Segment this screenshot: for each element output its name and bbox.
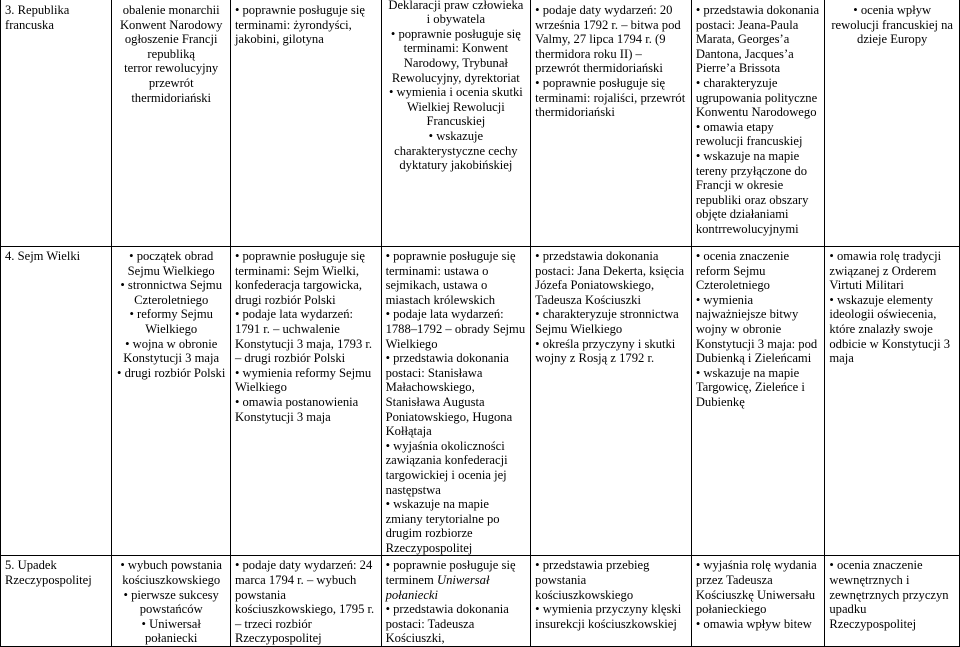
requirement-item: • przedstawia dokonania postaci: Tadeusza Kościuszki,	[386, 602, 527, 646]
content-item: • Uniwersał połaniecki	[116, 617, 225, 646]
topic-title: 5. Upadek Rzeczypospolitej	[5, 558, 92, 588]
requirement-item: • wymienia przyczyny klęski insurekcji kościuszkowskiej	[535, 602, 687, 631]
requirement-item	[386, 558, 527, 602]
requirement-item: • poprawnie posługuje się terminami: żyrondyści, jakobini, gilotyna	[235, 3, 377, 47]
content-item: • drugi rozbiór Polski	[116, 366, 225, 381]
requirement-item: • wymienia reformy Sejmu Wielkiego	[235, 366, 377, 395]
content-item: terror rewolucyjny	[124, 61, 219, 76]
requirement-item: • wyjaśnia okoliczności zawiązania konfederacji targowickiej i ocenia jej następstwa	[386, 439, 527, 497]
requirement-cell	[691, 0, 825, 247]
requirement-item: • ocenia znaczenie reform Sejmu Czteroletniego	[696, 249, 821, 293]
requirement-item: • wskazuje na mapie tereny przyłączone do Francji w okresie republiki oraz obszary objęte działaniami kontrrewolucyjnymi	[696, 149, 821, 237]
topic-cell	[1, 556, 112, 647]
requirement-item: • podaje daty wydarzeń: 20 września 1792 r. – bitwa pod Valmy, 27 lipca 1794 r. (9 thermidora roku II) – przewrót thermidoriański	[535, 3, 687, 76]
content-item: • stronnictwa Sejmu Czteroletniego	[116, 278, 225, 307]
requirement-item: • określa przyczyny i skutki wojny z Rosją z 1792 r.	[535, 337, 687, 366]
requirement-item: • podaje lata wydarzeń: 1791 r. – uchwalenie Konstytucji 3 maja, 1793 r. – drugi rozbiór Polski	[235, 307, 377, 365]
requirement-item: • poprawnie posługuje się terminami: Sejm Wielki, konfederacja targowicka, drugi rozbiór Polski	[235, 249, 377, 307]
content-item: Konwent Narodowy	[119, 17, 223, 32]
table-row	[1, 556, 960, 647]
requirement-cell	[230, 247, 381, 556]
requirement-item: • omawia etapy rewolucji francuskiej	[696, 120, 821, 149]
requirement-text: poprawnie posługuje się terminem	[385, 558, 516, 588]
requirement-item: • wskazuje elementy ideologii oświecenia, które znalazły swoje odbicie w Konstytucji 3 maja	[829, 293, 955, 366]
requirement-cell	[230, 0, 381, 247]
topic-cell	[1, 0, 112, 247]
requirement-item: • ocenia znaczenie wewnętrznych i zewnętrznych przyczyn upadku Rzeczypospolitej	[829, 558, 955, 631]
requirement-cell	[381, 247, 531, 556]
requirement-item: • podaje daty wydarzeń: 24 marca 1794 r. – wybuch powstania kościuszkowskiego, 1795 r. – trzeci rozbiór Rzeczypospolitej	[235, 558, 377, 646]
requirement-item: • przedstawia dokonania postaci: Jeana-Paula Marata, Georges’a Dantona, Jacques’a Pierre’a Brissota	[696, 3, 821, 76]
requirement-cell	[691, 247, 825, 556]
content-item: ogłoszenie Francji republiką	[124, 32, 218, 61]
requirement-item: • podaje lata wydarzeń: 1788–1792 – obrady Sejmu Wielkiego	[386, 307, 527, 351]
requirement-item: • ocenia wpływ rewolucji francuskiej na dzieje Europy	[829, 3, 955, 47]
requirement-cell	[531, 247, 692, 556]
content-item: • pierwsze sukcesy powstańców	[116, 588, 225, 617]
requirement-cell	[531, 556, 692, 647]
requirement-cell	[381, 556, 531, 647]
content-item: • początek obrad Sejmu Wielkiego	[116, 249, 225, 278]
topic-title: 4. Sejm Wielki	[5, 249, 81, 263]
requirement-item: • wskazuje na mapie zmiany terytorialne po drugim rozbiorze Rzeczypospolitej	[386, 497, 527, 555]
requirement-item: • przedstawia przebieg powstania kościuszkowskiego	[535, 558, 687, 602]
content-item: • wojna w obronie Konstytucji 3 maja	[116, 337, 225, 366]
requirement-item: • omawia rolę tradycji związanej z Orderem Virtuti Militari	[829, 249, 955, 293]
requirement-item: • wskazuje charakterystyczne cechy dyktatury jakobińskiej	[386, 129, 527, 173]
requirement-item: • wymienia i ocenia skutki Wielkiej Rewolucji Francuskiej	[386, 85, 527, 129]
topic-cell	[1, 247, 112, 556]
topic-title: 3. Republika francuska	[5, 3, 70, 32]
requirement-item: • charakteryzuje ugrupowania polityczne Konwentu Narodowego	[696, 76, 821, 120]
requirement-item: • poprawnie posługuje się terminami: Konwent Narodowy, Trybunał Rewolucyjny, dyrektoriat	[386, 27, 527, 85]
requirement-item: • omawia postanowienia Konstytucji 3 maja	[235, 395, 377, 424]
requirement-item: • omawia wpływ bitew	[696, 617, 821, 632]
requirement-item: • przedstawia dokonania postaci: Jana Dekerta, księcia Józefa Poniatowskiego, Tadeusza Kościuszki	[535, 249, 687, 307]
requirement-item: • wymienia najważniejsze bitwy wojny w obronie Konstytucji 3 maja: pod Dubienką i Zieleńcami	[696, 293, 821, 366]
table-row	[1, 0, 960, 247]
requirement-cell	[825, 247, 960, 556]
requirement-item: • przedstawia dokonania postaci: Stanisława Małachowskiego, Stanisława Augusta Poniatowskiego, Hugona Kołłątaja	[386, 351, 527, 439]
content-item: przewrót thermidoriański	[131, 75, 212, 105]
requirement-cell	[825, 556, 960, 647]
requirement-item: • poprawnie posługuje się terminami: ustawa o sejmikach, ustawa o miastach królewskich	[386, 249, 527, 307]
requirement-item: • wyjaśnia rolę wydania przez Tadeusza Kościuszkę Uniwersału połanieckiego	[696, 558, 821, 616]
content-item: obalenie monarchii	[122, 3, 220, 17]
requirement-item: Deklaracji praw człowieka i obywatela	[388, 0, 524, 27]
requirement-cell	[531, 0, 692, 247]
requirement-cell	[691, 556, 825, 647]
requirement-item: • wskazuje na mapie Targowicę, Zieleńce i Dubienkę	[696, 366, 821, 410]
content-item: • wybuch powstania kościuszkowskiego	[116, 558, 225, 587]
content-item: • reformy Sejmu Wielkiego	[116, 307, 225, 336]
requirement-item: • charakteryzuje stronnictwa Sejmu Wielkiego	[535, 307, 687, 336]
content-cell	[112, 247, 230, 556]
content-cell	[112, 556, 230, 647]
requirement-item: • poprawnie posługuje się terminami: rojaliści, przewrót thermidoriański	[535, 76, 687, 120]
requirement-cell	[381, 0, 531, 247]
requirement-cell	[825, 0, 960, 247]
term-italic: Uniwersał połaniecki	[385, 573, 490, 602]
requirement-cell	[230, 556, 381, 647]
table-row	[1, 247, 960, 556]
content-cell	[112, 0, 230, 247]
